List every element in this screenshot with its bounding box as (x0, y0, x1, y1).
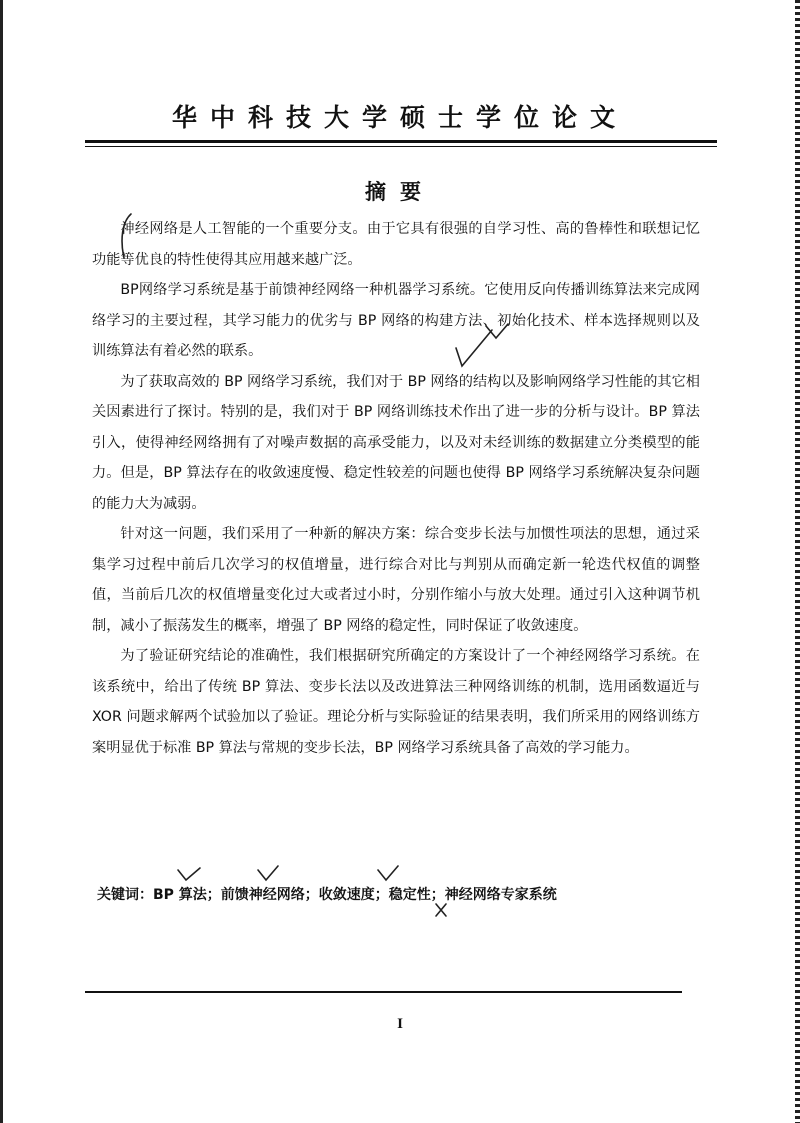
handwritten-tick-mark (378, 866, 398, 880)
abstract-paragraph: 神经网络是人工智能的一个重要分支。由于它具有很强的自学习性、高的鲁棒性和联想记忆功能等优良的特性使得其应用越来越广泛。 (92, 221, 700, 268)
abstract-paragraph: 针对这一问题，我们采用了一种新的解决方案：综合变步长法与加惯性项法的思想，通过采集学习过程中前后几次学习的权值增量，进行综合对比与判别从而确定新一轮迭代权值的调整值，当前后几次的权值增量变化过大或者过小时，分别作缩小与放大处理。通过引入这种调节机制，减小了振荡发生的概率，增强了 BP 网络的稳定性，同时保证了收敛速度。 (92, 526, 700, 634)
footer-rule (85, 991, 682, 993)
keywords-line: 关键词：BP 算法；前馈神经网络；收敛速度；稳定性；神经网络专家系统 (97, 887, 557, 903)
scan-border-right (795, 0, 800, 1123)
handwritten-tick-mark (178, 868, 200, 880)
page-number: I (397, 1016, 403, 1032)
abstract-paragraph: BP网络学习系统是基于前馈神经网络一种机器学习系统。它使用反向传播训练算法来完成网络学习的主要过程，其学习能力的优劣与 BP 网络的构建方法、初始化技术、样本选择规则以及训练算法有着必然的联系。 (92, 282, 700, 359)
abstract-heading: 摘要 (365, 180, 435, 204)
header-title: 华中科技大学硕士学位论文 (171, 103, 628, 132)
handwritten-x-mark (436, 904, 446, 916)
header-rule-thin (85, 146, 717, 147)
abstract-paragraph: 为了获取高效的 BP 网络学习系统，我们对于 BP 网络的结构以及影响网络学习性能的其它相关因素进行了探讨。特别的是，我们对于 BP 网络训练技术作出了进一步的分析与设计。BP 算法引入，使得神经网络拥有了对噪声数据的高承受能力，以及对未经训练的数据建立分类模型的能力。但是，BP 算法存在的收敛速度慢、稳定性较差的问题也使得 BP 网络学习系统解决复杂问题的能力大为减弱。 (92, 373, 700, 512)
scan-border-left (0, 0, 3, 1123)
abstract-paragraph: 为了验证研究结论的准确性，我们根据研究所确定的方案设计了一个神经网络学习系统。在该系统中，给出了传统 BP 算法、变步长法以及改进算法三种网络训练的机制，选用函数逼近与 XOR 问题求解两个试验加以了验证。理论分析与实际验证的结果表明，我们所采用的网络训练方案明显优于标准 BP 算法与常规的变步长法，BP 网络学习系统具备了高效的学习能力。 (92, 648, 700, 756)
handwritten-tick-mark (258, 866, 278, 880)
header-rule-thick (85, 140, 717, 143)
abstract-body (92, 214, 700, 763)
